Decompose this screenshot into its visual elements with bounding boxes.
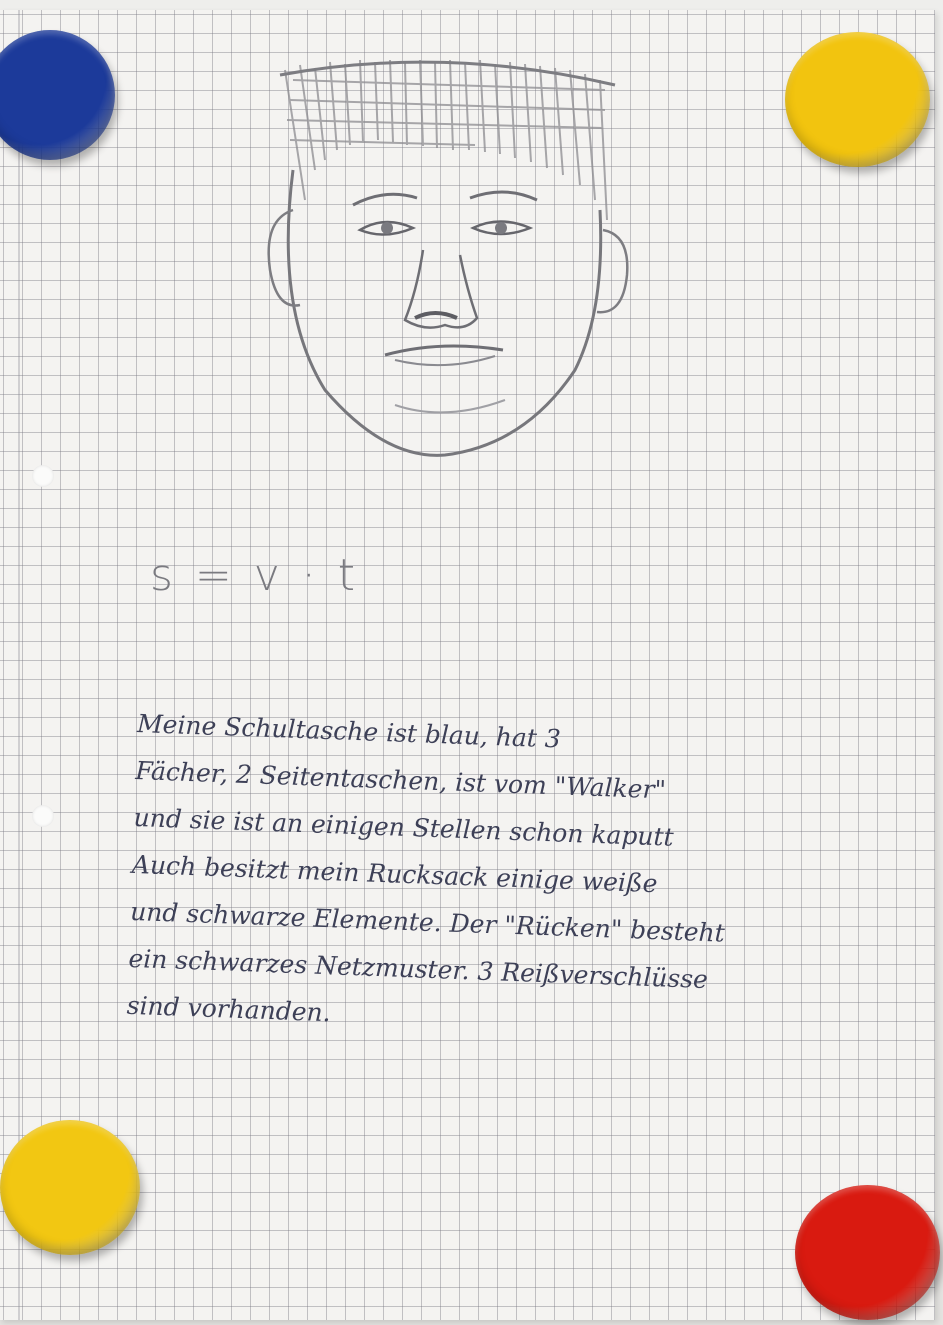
handwritten-note [126, 700, 818, 1054]
note-line: Meine Schultasche ist blau, hat 3 [136, 708, 562, 754]
yellow-magnet-top-right[interactable] [785, 32, 930, 167]
note-line: Fächer, 2 Seitentaschen, ist vom "Walker" [134, 755, 667, 805]
pencil-face-drawing [245, 50, 645, 480]
margin-line [18, 10, 20, 1320]
graph-paper-sheet [0, 10, 935, 1320]
punch-hole [32, 805, 54, 827]
punch-hole [32, 465, 54, 487]
formula-text: s = v · t [150, 550, 360, 601]
note-line: sind vorhanden. [126, 990, 332, 1028]
hair-shading [285, 60, 607, 220]
red-magnet[interactable] [795, 1185, 940, 1320]
note-line: ein schwarzes Netzmuster. 3 Reißverschlüsse [127, 943, 709, 995]
yellow-magnet-bottom-left[interactable] [0, 1120, 140, 1255]
note-line: und sie ist an einigen Stellen schon kaputt [133, 802, 675, 852]
note-line: und schwarze Elemente. Der "Rücken" besteht [129, 896, 726, 948]
note-line: Auch besitzt mein Rucksack einige weiße [131, 849, 658, 899]
